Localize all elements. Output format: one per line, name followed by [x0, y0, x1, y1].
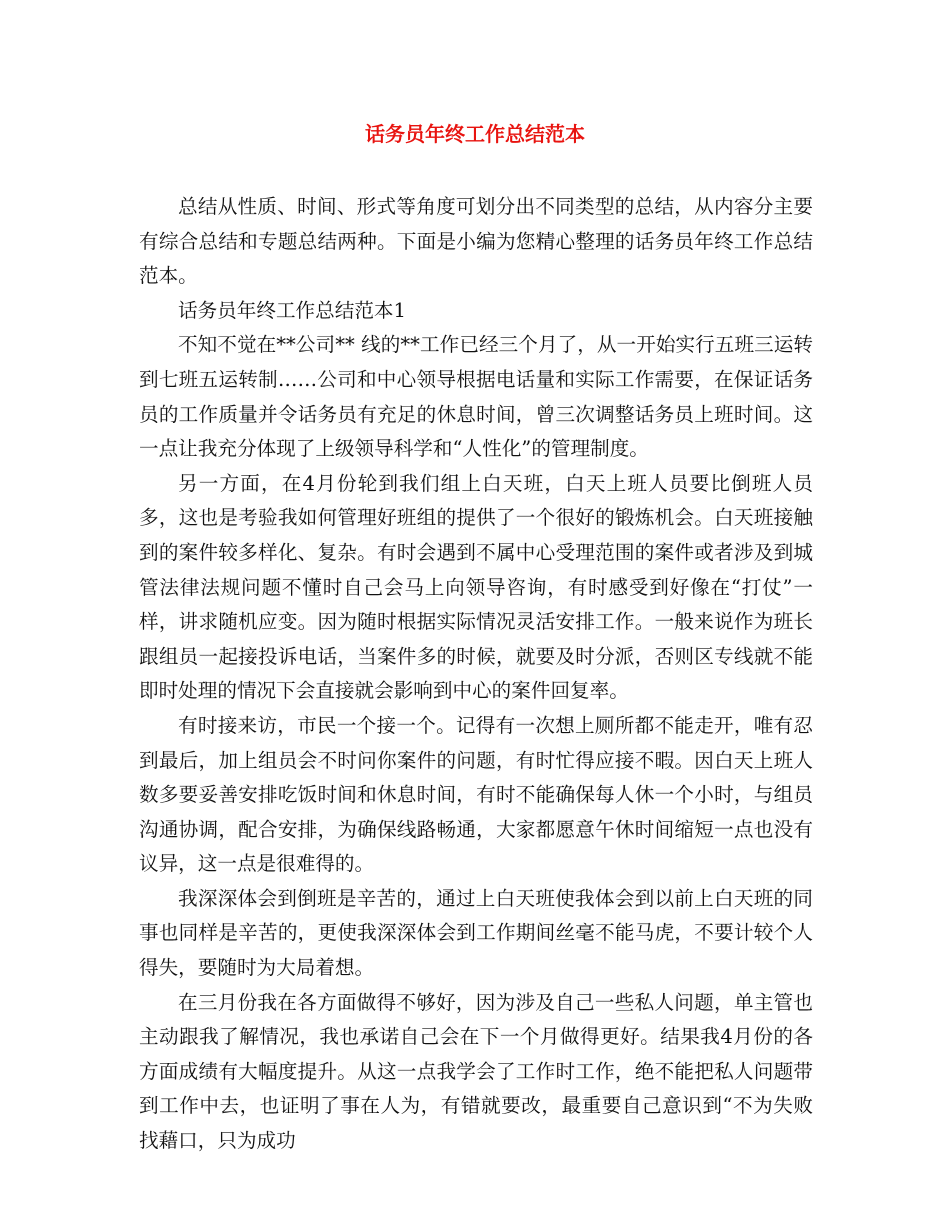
- paragraph: 有时接来访，市民一个接一个。记得有一次想上厕所都不能走开，唯有忍到最后，加上组员会不时问你案件的问题，有时忙得应接不暇。因白天上班人数多要妥善安排吃饭时间和休息时间，有时不能确保每人休一个小时，与组员沟通协调，配合安排，为确保线路畅通，大家都愿意午休时间缩短一点也没有议异，这一点是很难得的。: [139, 713, 813, 876]
- paragraph-intro: 总结从性质、时间、形式等角度可划分出不同类型的总结，从内容分主要有综合总结和专题总结两种。下面是小编为您精心整理的话务员年终工作总结范本。: [139, 195, 813, 288]
- paragraph: 另一方面，在4月份轮到我们组上白天班，白天上班人员要比倒班人员多，这也是考验我如何管理好班组的提供了一个很好的锻炼机会。白天班接触到的案件较多样化、复杂。有时会遇到不属中心受理范围的案件或者涉及到城管法律法规问题不懂时自己会马上向领导咨询，有时感受到好像在“打仗”一样，讲求随机应变。因为随时根据实际情况灵活安排工作。一般来说作为班长跟组员一起接投诉电话，当案件多的时候，就要及时分派，否则区专线就不能即时处理的情况下会直接就会影响到中心的案件回复率。: [139, 471, 813, 703]
- paragraph: 不知不觉在**公司** 线的**工作已经三个月了，从一开始实行五班三运转到七班五运转制……公司和中心领导根据电话量和实际工作需要，在保证话务员的工作质量并令话务员有充足的休息时间，曾三次调整话务员上班时间。这一点让我充分体现了上级领导科学和“人性化”的管理制度。: [139, 333, 813, 461]
- paragraph: 我深深体会到倒班是辛苦的，通过上白天班使我体会到以前上白天班的同事也同样是辛苦的，更使我深深体会到工作期间丝毫不能马虎，不要计较个人得失，要随时为大局着想。: [139, 886, 813, 980]
- document-title: 话务员年终工作总结范本: [365, 122, 585, 146]
- document-body: [139, 190, 813, 1159]
- paragraph: 在三月份我在各方面做得不够好，因为涉及自己一些私人问题，单主管也主动跟我了解情况，我也承诺自己会在下一个月做得更好。结果我4月份的各方面成绩有大幅度提升。从这一点我学会了工作时工作，绝不能把私人问题带到工作中去，也证明了事在人为，有错就要改，最重要自己意识到“不为失败找藉口，只为成功: [139, 990, 813, 1153]
- section-heading: 话务员年终工作总结范本1: [178, 298, 406, 322]
